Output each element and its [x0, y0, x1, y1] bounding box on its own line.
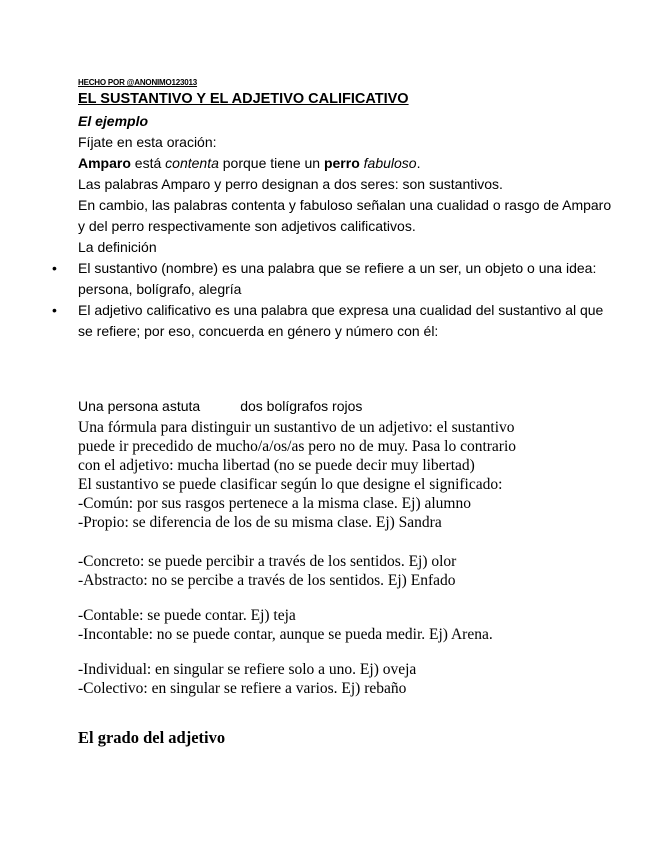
serif-line: -Colectivo: en singular se refiere a varios. Ej) rebaño: [78, 680, 407, 697]
word-contenta: contenta: [165, 155, 219, 171]
author-tag: HECHO POR @ANONIMO123013: [78, 78, 198, 87]
bullet-sustantivo: [52, 258, 618, 300]
serif-line: -Incontable: no se puede contar, aunque se pueda medir. Ej) Arena.: [78, 626, 493, 643]
bullet-icon: •: [52, 302, 57, 318]
serif-line: -Propio: se diferencia de los de su misma clase. Ej) Sandra: [78, 514, 442, 531]
serif-line: -Común: por sus rasgos pertenece a la misma clase. Ej) alumno: [78, 495, 471, 512]
word-amparo: Amparo: [78, 155, 131, 171]
serif-line: Una fórmula para distinguir un sustantivo de un adjetivo: el sustantivo: [78, 419, 515, 436]
serif-line: El sustantivo se puede clasificar según lo que designe el significado:: [78, 476, 503, 493]
definition-heading: La definición: [78, 239, 157, 255]
example-sentence: [78, 153, 618, 174]
serif-line: puede ir precedido de mucho/a/os/as pero no de muy. Pasa lo contrario: [78, 438, 517, 455]
intro-section: [52, 111, 618, 342]
sentence-part: .: [416, 155, 421, 171]
sentence-part: porque tiene un: [218, 155, 324, 171]
serif-line: -Abstracto: no se percibe a través de los sentidos. Ej) Enfado: [78, 572, 456, 589]
examples-line: [78, 396, 618, 417]
section-heading: El grado del adjetivo: [78, 728, 226, 747]
group-contable: [78, 606, 618, 644]
explanation-1: Las palabras Amparo y perro designan a dos seres: son sustantivos.: [78, 176, 503, 192]
document-title: EL SUSTANTIVO Y EL ADJETIVO CALIFICATIVO: [78, 91, 409, 107]
group-individual: [78, 660, 618, 698]
bullet-adjetivo: [52, 300, 618, 342]
example-a: Una persona astuta: [78, 398, 201, 414]
word-perro: perro: [323, 155, 360, 171]
classification-text: [78, 418, 618, 532]
example-b: dos bolígrafos rojos: [240, 398, 363, 414]
intro-text: Fíjate en esta oración:: [78, 134, 217, 150]
serif-line: -Individual: en singular se refiere solo a uno. Ej) oveja: [78, 661, 417, 678]
serif-line: con el adjetivo: mucha libertad (no se puede decir muy libertad): [78, 457, 475, 474]
bullet-text: El sustantivo (nombre) es una palabra que se refiere a un ser, un objeto o una idea: persona, bolígrafo, alegría: [78, 260, 597, 297]
word-fabuloso: fabuloso: [363, 155, 417, 171]
explanation-2: En cambio, las palabras contenta y fabuloso señalan una cualidad o rasgo de Amparo y del perro respectivamente son adjetivos calificativos.: [78, 197, 612, 234]
example-heading: El ejemplo: [78, 113, 149, 129]
serif-line: -Concreto: se puede percibir a través de los sentidos. Ej) olor: [78, 553, 457, 570]
bullet-text: El adjetivo calificativo es una palabra que expresa una cualidad del sustantivo al que se refiere; por eso, concuerda en género y número con él:: [78, 302, 604, 339]
serif-line: -Contable: se puede contar. Ej) teja: [78, 607, 296, 624]
sentence-part: está: [130, 155, 166, 171]
bullet-icon: •: [52, 260, 57, 276]
group-concreto: [78, 552, 618, 590]
